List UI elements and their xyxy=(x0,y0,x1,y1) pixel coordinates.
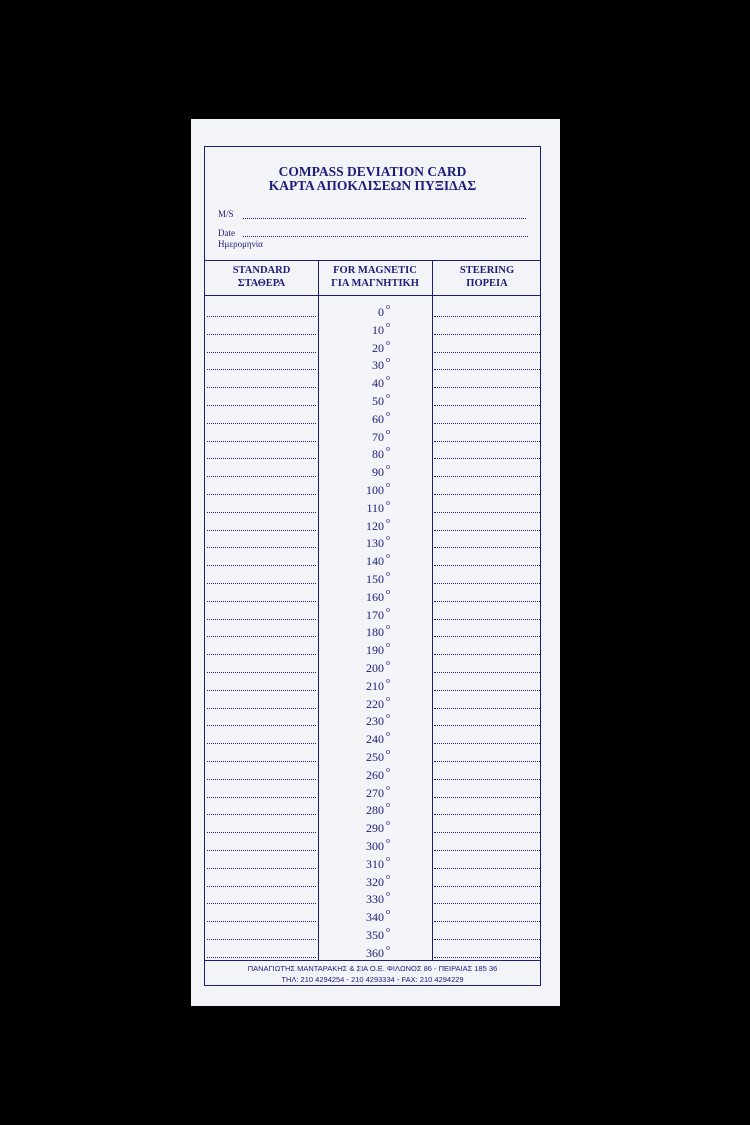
degree-mark: o xyxy=(386,480,390,489)
degree-mark: o xyxy=(386,515,390,525)
standard-entry-line[interactable] xyxy=(207,672,316,673)
magnetic-gr: ΓΙΑ ΜΑΓΝΗΤΙΚΗ xyxy=(331,277,419,289)
heading-value: 90 xyxy=(372,465,384,480)
heading-value: 110 xyxy=(366,500,384,515)
standard-entry-line[interactable] xyxy=(207,530,316,531)
degree-mark: o xyxy=(386,462,390,472)
heading-label xyxy=(318,712,390,727)
heading-value: 180 xyxy=(366,625,384,640)
standard-gr: ΣΤΑΘΕΡΑ xyxy=(237,277,286,289)
date-field xyxy=(218,228,263,250)
degree-mark: o xyxy=(386,622,390,632)
heading-label xyxy=(318,445,390,460)
heading-label xyxy=(318,606,390,621)
degree-mark: o xyxy=(386,408,390,418)
standard-entry-line[interactable] xyxy=(207,743,316,744)
standard-entry-line[interactable] xyxy=(207,476,316,477)
degree-mark: o xyxy=(386,551,390,561)
heading-label xyxy=(318,784,390,799)
heading-value: 70 xyxy=(372,429,384,444)
steering-entry-line[interactable] xyxy=(434,725,540,726)
heading-value: 160 xyxy=(366,589,384,604)
steering-entry-line[interactable] xyxy=(434,547,540,548)
heading-value: 190 xyxy=(366,643,384,658)
standard-entry-line[interactable] xyxy=(207,458,316,459)
heading-label xyxy=(318,623,390,638)
standard-entry-line[interactable] xyxy=(207,512,316,513)
standard-entry-line[interactable] xyxy=(207,797,316,798)
heading-label xyxy=(318,517,390,532)
heading-value: 0 xyxy=(378,305,384,319)
heading-label xyxy=(318,499,390,514)
steering-entry-line[interactable] xyxy=(434,494,540,495)
steering-entry-line[interactable] xyxy=(434,530,540,531)
degree-mark: o xyxy=(386,373,390,383)
steering-en: STEERING xyxy=(459,265,515,276)
heading-value: 250 xyxy=(366,750,384,764)
heading-label xyxy=(318,890,390,905)
ms-field xyxy=(218,209,234,220)
heading-label xyxy=(318,819,390,834)
standard-entry-line[interactable] xyxy=(207,352,316,353)
degree-mark: o xyxy=(386,444,390,454)
heading-value: 80 xyxy=(372,447,384,462)
magnetic-en: FOR MAGNETIC xyxy=(333,265,417,276)
standard-entry-line[interactable] xyxy=(207,814,316,815)
title-greek: ΚΑΡΤΑ ΑΠΟΚΛΙΣΕΩΝ ΠΥΞΙΔΑΣ xyxy=(268,178,477,193)
heading-label xyxy=(318,321,390,336)
standard-entry-line[interactable] xyxy=(207,654,316,655)
degree-mark: o xyxy=(386,782,390,792)
degree-mark: o xyxy=(386,302,390,311)
heading-label xyxy=(318,801,390,816)
heading-value: 280 xyxy=(366,803,384,818)
standard-entry-line[interactable] xyxy=(207,868,316,869)
steering-entry-line[interactable] xyxy=(434,921,540,922)
heading-label xyxy=(318,641,390,656)
header-bottom-rule xyxy=(205,295,540,296)
steering-entry-line[interactable] xyxy=(434,779,540,780)
standard-entry-line[interactable] xyxy=(207,601,316,602)
heading-label xyxy=(318,695,390,710)
heading-label xyxy=(318,730,390,745)
title-english: COMPASS DEVIATION CARD xyxy=(278,164,467,179)
steering-entry-line[interactable] xyxy=(434,868,540,869)
steering-entry-line[interactable] xyxy=(434,814,540,815)
heading-value: 330 xyxy=(366,892,384,907)
degree-mark: o xyxy=(386,658,390,667)
standard-entry-line[interactable] xyxy=(207,725,316,726)
degree-mark: o xyxy=(386,800,390,810)
degree-mark: o xyxy=(386,640,390,650)
standard-entry-line[interactable] xyxy=(207,761,316,762)
heading-value: 40 xyxy=(372,376,384,391)
standard-en: STANDARD xyxy=(232,265,291,276)
heading-label xyxy=(318,766,390,781)
standard-entry-line[interactable] xyxy=(207,619,316,620)
steering-entry-line[interactable] xyxy=(434,583,540,584)
steering-entry-line[interactable] xyxy=(434,476,540,477)
heading-label xyxy=(318,481,390,496)
steering-entry-line[interactable] xyxy=(434,903,540,904)
steering-entry-line[interactable] xyxy=(434,369,540,370)
date-label-greek: Ημερομηνία xyxy=(218,239,263,249)
standard-entry-line[interactable] xyxy=(207,441,316,442)
steering-entry-line[interactable] xyxy=(434,387,540,388)
heading-label xyxy=(318,570,390,585)
degree-mark: o xyxy=(386,355,390,365)
steering-entry-line[interactable] xyxy=(434,672,540,673)
standard-entry-line[interactable] xyxy=(207,316,316,317)
heading-value: 230 xyxy=(366,714,384,729)
degree-mark: o xyxy=(386,497,390,507)
degree-mark: o xyxy=(386,889,390,899)
standard-entry-line[interactable] xyxy=(207,636,316,637)
degree-mark: o xyxy=(386,319,390,329)
heading-label xyxy=(318,303,390,318)
steering-entry-line[interactable] xyxy=(434,761,540,762)
steering-entry-line[interactable] xyxy=(434,423,540,424)
ms-label: M/S xyxy=(218,209,234,219)
deviation-card xyxy=(191,119,560,1006)
heading-label xyxy=(318,356,390,371)
heading-label xyxy=(318,855,390,870)
steering-entry-line[interactable] xyxy=(434,654,540,655)
degree-mark: o xyxy=(386,942,390,952)
degree-mark: o xyxy=(386,925,390,934)
heading-label xyxy=(318,410,390,425)
standard-entry-line[interactable] xyxy=(207,939,316,940)
heading-value: 60 xyxy=(372,411,384,426)
heading-value: 220 xyxy=(366,696,384,711)
steering-entry-line[interactable] xyxy=(434,797,540,798)
column-header-magnetic xyxy=(318,265,432,290)
heading-value: 30 xyxy=(372,358,384,373)
steering-entry-line[interactable] xyxy=(434,619,540,620)
degree-mark: o xyxy=(386,533,390,543)
heading-label xyxy=(318,463,390,478)
standard-entry-line[interactable] xyxy=(207,565,316,566)
heading-value: 140 xyxy=(366,554,384,569)
heading-value: 310 xyxy=(366,856,384,871)
degree-mark: o xyxy=(386,818,390,828)
standard-entry-line[interactable] xyxy=(207,921,316,922)
standard-entry-line[interactable] xyxy=(207,903,316,904)
steering-entry-line[interactable] xyxy=(434,636,540,637)
standard-entry-line[interactable] xyxy=(207,886,316,887)
heading-value: 200 xyxy=(366,661,384,675)
degree-mark: o xyxy=(386,693,390,703)
heading-value: 290 xyxy=(366,821,384,836)
standard-entry-line[interactable] xyxy=(207,369,316,370)
steering-entry-line[interactable] xyxy=(434,334,540,335)
heading-label xyxy=(318,339,390,354)
heading-label xyxy=(318,588,390,603)
steering-entry-line[interactable] xyxy=(434,850,540,851)
standard-entry-line[interactable] xyxy=(207,708,316,709)
steering-entry-line[interactable] xyxy=(434,405,540,406)
steering-entry-line[interactable] xyxy=(434,601,540,602)
heading-value: 320 xyxy=(366,874,384,889)
heading-value: 170 xyxy=(366,607,384,622)
heading-value: 130 xyxy=(366,536,384,551)
degree-mark: o xyxy=(386,836,390,845)
steering-entry-line[interactable] xyxy=(434,939,540,940)
steering-entry-line[interactable] xyxy=(434,957,540,958)
degree-mark: o xyxy=(386,871,390,881)
footer-address: ΠΑΝΑΓΙΩΤΗΣ ΜΑΝΤΑΡΑΚΗΣ & ΣΙΑ Ο.Ε. ΦΙΛΩΝΟΣ 86 - ΠΕΙΡΑΙΑΣ 185 36 xyxy=(247,964,498,973)
heading-label xyxy=(318,873,390,888)
heading-value: 360 xyxy=(366,945,384,960)
heading-label xyxy=(318,392,390,407)
steering-gr: ΠΟΡΕΙΑ xyxy=(466,277,508,289)
card-title xyxy=(205,165,540,193)
header-top-rule xyxy=(205,260,540,261)
heading-label xyxy=(318,748,390,763)
degree-mark: o xyxy=(386,907,390,917)
degree-mark: o xyxy=(386,764,390,774)
degree-mark: o xyxy=(386,853,390,863)
heading-value: 300 xyxy=(366,839,384,853)
heading-value: 210 xyxy=(366,678,384,693)
steering-entry-line[interactable] xyxy=(434,316,540,317)
heading-value: 350 xyxy=(366,928,384,942)
degree-mark: o xyxy=(386,729,390,739)
column-header-steering xyxy=(432,265,542,290)
heading-value: 10 xyxy=(372,322,384,337)
degree-mark: o xyxy=(386,586,390,596)
heading-value: 150 xyxy=(366,572,384,586)
heading-value: 340 xyxy=(366,910,384,925)
heading-label xyxy=(318,908,390,923)
heading-value: 20 xyxy=(372,340,384,355)
heading-value: 100 xyxy=(366,483,384,497)
footer-phone: ΤΗΛ: 210 4294254 - 210 4293334 - FAX: 210 4294229 xyxy=(281,975,464,984)
heading-value: 260 xyxy=(366,767,384,782)
footer-rule xyxy=(205,960,540,961)
heading-label xyxy=(318,837,390,852)
steering-entry-line[interactable] xyxy=(434,458,540,459)
standard-entry-line[interactable] xyxy=(207,494,316,495)
standard-entry-line[interactable] xyxy=(207,850,316,851)
degree-mark: o xyxy=(386,391,390,400)
heading-label xyxy=(318,659,390,674)
heading-label xyxy=(318,677,390,692)
degree-mark: o xyxy=(386,569,390,578)
standard-entry-line[interactable] xyxy=(207,957,316,958)
degree-mark: o xyxy=(386,604,390,614)
steering-entry-line[interactable] xyxy=(434,565,540,566)
degree-mark: o xyxy=(386,337,390,347)
heading-value: 240 xyxy=(366,732,384,747)
card-frame xyxy=(204,146,541,986)
heading-value: 120 xyxy=(366,518,384,533)
steering-entry-line[interactable] xyxy=(434,441,540,442)
heading-label xyxy=(318,926,390,941)
heading-value: 50 xyxy=(372,394,384,408)
heading-label xyxy=(318,534,390,549)
standard-entry-line[interactable] xyxy=(207,832,316,833)
standard-entry-line[interactable] xyxy=(207,405,316,406)
steering-entry-line[interactable] xyxy=(434,690,540,691)
degree-mark: o xyxy=(386,747,390,756)
steering-entry-line[interactable] xyxy=(434,512,540,513)
heading-value: 270 xyxy=(366,785,384,800)
standard-entry-line[interactable] xyxy=(207,547,316,548)
steering-entry-line[interactable] xyxy=(434,708,540,709)
degree-mark: o xyxy=(386,711,390,721)
column-header-standard xyxy=(205,265,318,290)
heading-label xyxy=(318,428,390,443)
steering-entry-line[interactable] xyxy=(434,886,540,887)
column-separator-right xyxy=(432,260,433,960)
steering-entry-line[interactable] xyxy=(434,832,540,833)
standard-entry-line[interactable] xyxy=(207,423,316,424)
standard-entry-line[interactable] xyxy=(207,583,316,584)
standard-entry-line[interactable] xyxy=(207,779,316,780)
heading-label xyxy=(318,944,390,959)
heading-label xyxy=(318,552,390,567)
heading-label xyxy=(318,374,390,389)
standard-entry-line[interactable] xyxy=(207,387,316,388)
degree-mark: o xyxy=(386,675,390,685)
standard-entry-line[interactable] xyxy=(207,334,316,335)
date-label: Date xyxy=(218,228,235,238)
degree-mark: o xyxy=(386,426,390,436)
steering-entry-line[interactable] xyxy=(434,352,540,353)
standard-entry-line[interactable] xyxy=(207,690,316,691)
steering-entry-line[interactable] xyxy=(434,743,540,744)
